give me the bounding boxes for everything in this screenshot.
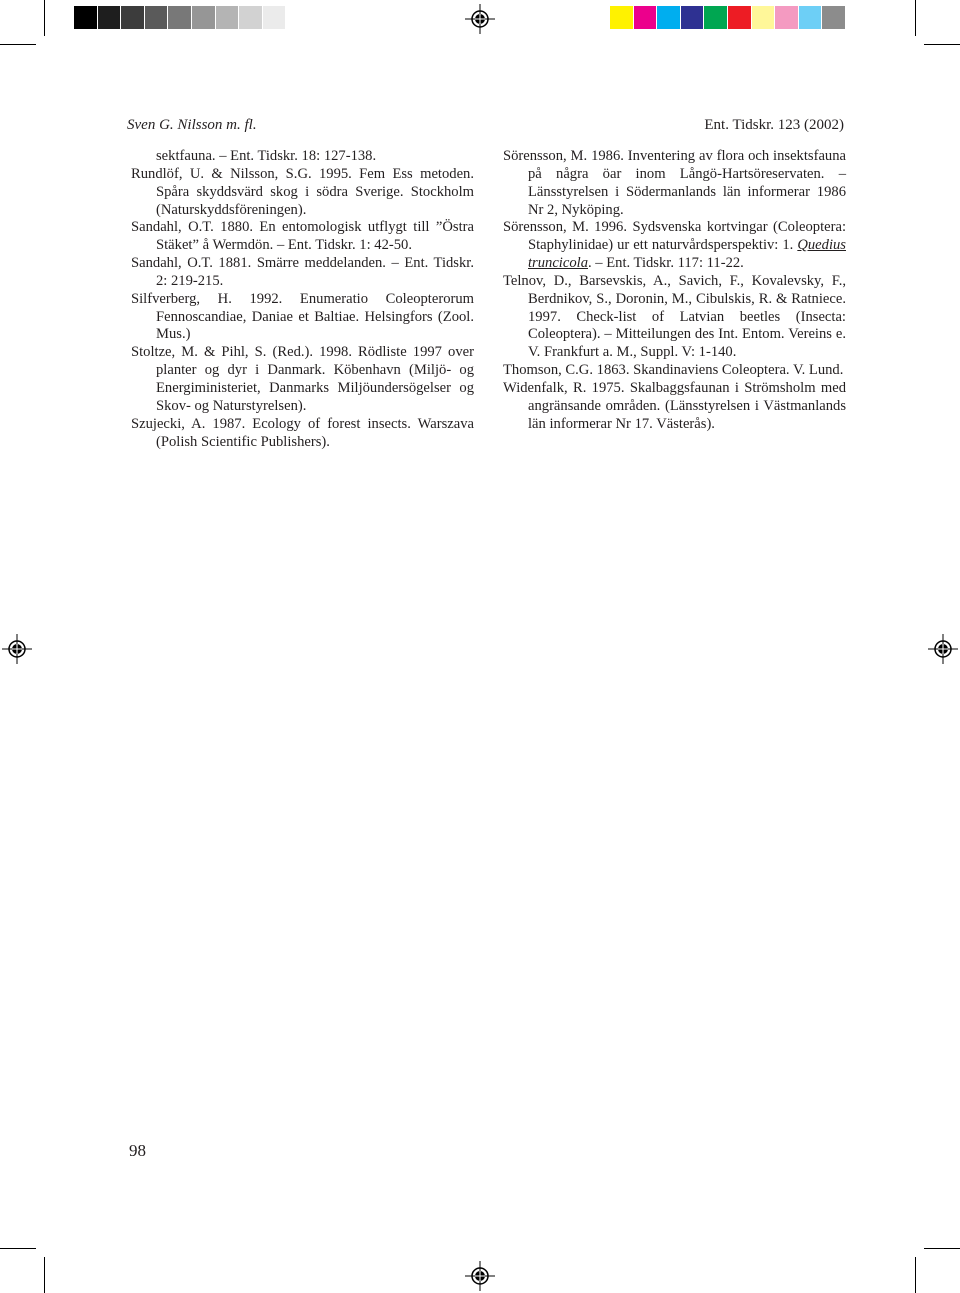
calibration-swatch (216, 6, 240, 29)
calibration-swatch (286, 6, 310, 29)
crop-mark (0, 44, 36, 45)
registration-target-icon (928, 634, 958, 664)
calibration-swatch (145, 6, 169, 29)
reference-list-right-column (503, 148, 846, 434)
calibration-swatch (121, 6, 145, 29)
calibration-swatch (98, 6, 122, 29)
reference-text: Sörensson, M. 1996. Sydsvenska kortvingar (Coleoptera: Staphylinidae) ur ett naturvårdsperspektiv: 1. (503, 219, 846, 254)
calibration-swatch (310, 6, 334, 29)
registration-target-icon (2, 634, 32, 664)
calibration-swatch (799, 6, 823, 29)
reference-entry: Sandahl, O.T. 1880. En entomologisk utflygt till ”Östra Stäket” å Wermdön. – Ent. Tidskr. 1: 42-50. (131, 219, 474, 254)
reference-continuation: sektfauna. – Ent. Tidskr. 18: 127-138. (156, 148, 377, 164)
calibration-swatch (610, 6, 634, 29)
reference-entry: Szujecki, A. 1987. Ecology of forest insects. Warszava (Polish Scientific Publishers). (131, 415, 474, 450)
reference-entry: Rundlöf, U. & Nilsson, S.G. 1995. Fem Ess metoden. Spåra skyddsvärd skog i södra Sverige. Stockholm (Naturskyddsföreningen). (131, 165, 474, 218)
crop-mark (0, 1248, 36, 1249)
registration-target-icon (465, 4, 495, 34)
calibration-swatch (728, 6, 752, 29)
reference-entry: Silfverberg, H. 1992. Enumeratio Coleopterorum Fennoscandiae, Daniae et Baltiae. Helsingfors (Zool. Mus.) (131, 290, 474, 343)
grayscale-calibration-bar (74, 6, 334, 29)
calibration-swatch (634, 6, 658, 29)
calibration-swatch (657, 6, 681, 29)
reference-entry: Sörensson, M. 1986. Inventering av flora och insektsfauna på några öar inom Långö-Hartsöreservaten. – Länsstyrelsen i Södermanlands län informerar 1986 Nr 2, Nyköping. (503, 148, 846, 218)
reference-entry: Widenfalk, R. 1975. Skalbaggsfaunan i Strömsholm med angränsande områden. (Länsstyrelsen i Västmanlands län informerar Nr 17. Västerås). (503, 379, 846, 432)
crop-mark (924, 1248, 960, 1249)
page-number: 98 (129, 1141, 146, 1160)
crop-mark (915, 1257, 916, 1293)
reference-entry: Telnov, D., Barsevskis, A., Savich, F., Kovalevsky, F., Berdnikov, S., Doronin, M., Cibulskis, R. & Ratniece. 1997. Check-list of Latvian beetles (Insecta: Coleoptera). – Mitteilungen des Int. Entom. Vereins e. V. Frankfurt a. M., Suppl. V: 1-140. (503, 272, 846, 361)
crop-mark (915, 0, 916, 36)
calibration-swatch (681, 6, 705, 29)
crop-mark (44, 1257, 45, 1293)
calibration-swatch (74, 6, 98, 29)
color-calibration-bar (610, 6, 846, 29)
registration-target-icon (465, 1261, 495, 1291)
calibration-swatch (775, 6, 799, 29)
reference-entry (503, 219, 846, 273)
reference-entry: Sandahl, O.T. 1881. Smärre meddelanden. – Ent. Tidskr. 2: 219-215. (131, 255, 474, 289)
calibration-swatch (752, 6, 776, 29)
calibration-swatch (822, 6, 846, 29)
reference-list-left-column (131, 148, 474, 451)
calibration-swatch (168, 6, 192, 29)
calibration-swatch (239, 6, 263, 29)
crop-mark (44, 0, 45, 36)
reference-entry: Thomson, C.G. 1863. Skandinaviens Coleoptera. V. Lund. (503, 362, 844, 379)
calibration-swatch (704, 6, 728, 29)
running-header-authors: Sven G. Nilsson m. fl. (127, 117, 257, 133)
calibration-swatch (263, 6, 287, 29)
species-name: Quedius truncicola (528, 237, 846, 272)
running-header-journal: Ent. Tidskr. 123 (2002) (704, 117, 844, 133)
crop-mark (924, 44, 960, 45)
reference-text: . – Ent. Tidskr. 117: 11-22. (588, 255, 744, 272)
calibration-swatch (192, 6, 216, 29)
reference-entry: Stoltze, M. & Pihl, S. (Red.). 1998. Rödliste 1997 over planter og dyr i Danmark. Köbenhavn (Miljö- og Energiministeriet, Danmarks Miljöundersögelser og Skov- og Naturstyrelsen). (131, 344, 474, 414)
